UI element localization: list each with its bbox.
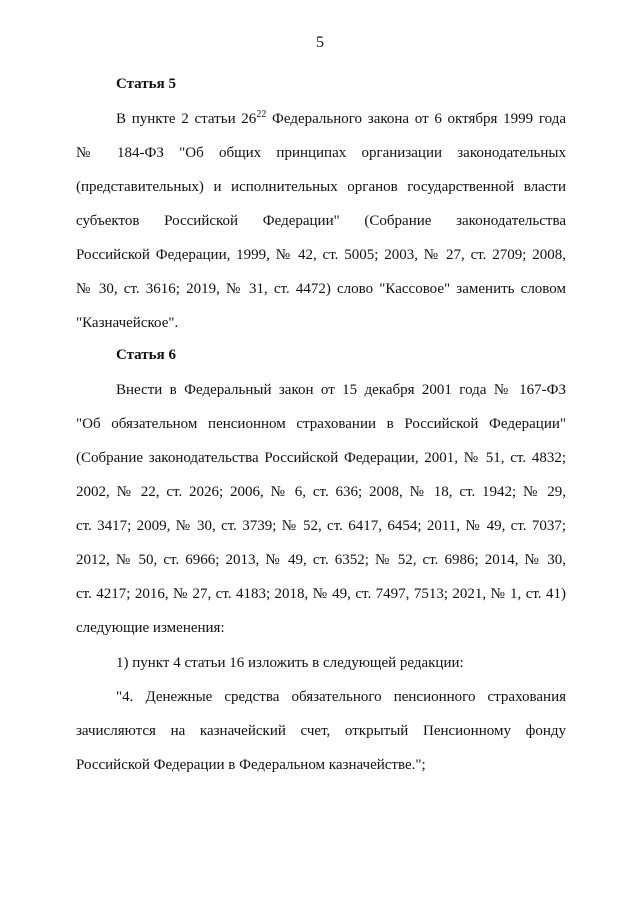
article-6-line-6: 2012, № 50, ст. 6966; 2013, № 49, ст. 6352; № 52, ст. 6986; 2014, № 30, [76, 552, 566, 568]
article-5-line-6: № 30, ст. 3616; 2019, № 31, ст. 4472) слово "Кассовое" заменить словом [76, 281, 566, 297]
article-6-line-8: следующие изменения: [76, 620, 225, 636]
article-6-line-7: ст. 4217; 2016, № 27, ст. 4183; 2018, № 49, ст. 7497, 7513; 2021, № 1, ст. 41) [76, 586, 566, 602]
article-5-paragraph [76, 109, 566, 347]
article-5-line-1-post: Федерального закона от 6 октября 1999 года [266, 111, 567, 127]
article-6-item-1-text: 1) пункт 4 статьи 16 изложить в следующей редакции: [116, 655, 464, 671]
article-6-heading: Статья 6 [116, 347, 176, 363]
article-6-paragraph [76, 380, 566, 652]
article-5-line-4: субъектов Российской Федерации" (Собрание законодательства [76, 213, 566, 229]
article-5-line-1-pre: В пункте 2 статьи 26 [116, 111, 257, 127]
article-5-line-3: (представительных) и исполнительных органов государственной власти [76, 179, 566, 195]
article-6-quote-line-1: "4. Денежные средства обязательного пенсионного страхования [116, 689, 566, 705]
article-6-quote-line-3: Российской Федерации в Федеральном казначействе."; [76, 757, 426, 773]
article-6-quote-line-2: зачисляются на казначейский счет, открытый Пенсионному фонду [76, 723, 566, 739]
page-number: 5 [316, 34, 324, 51]
article-5-line-1-sup: 22 [256, 109, 267, 120]
article-6-line-2: "Об обязательном пенсионном страховании в Российской Федерации" [76, 416, 566, 432]
article-6-item-1 [76, 653, 566, 687]
article-5-line-2: № 184-ФЗ "Об общих принципах организации законодательных [76, 145, 566, 161]
article-6-line-1: Внести в Федеральный закон от 15 декабря 2001 года № 167-ФЗ [116, 382, 566, 398]
article-5-line-7: "Казначейское". [76, 315, 179, 331]
article-5-line-1 [76, 109, 566, 143]
article-6-line-4: 2002, № 22, ст. 2026; 2006, № 6, ст. 636; 2008, № 18, ст. 1942; № 29, [76, 484, 566, 500]
article-6-quote [76, 687, 566, 789]
article-5-line-5: Российской Федерации, 1999, № 42, ст. 5005; 2003, № 27, ст. 2709; 2008, [76, 247, 566, 263]
article-6-line-3: (Собрание законодательства Российской Федерации, 2001, № 51, ст. 4832; [76, 450, 566, 466]
article-6-line-5: ст. 3417; 2009, № 30, ст. 3739; № 52, ст. 6417, 6454; 2011, № 49, ст. 7037; [76, 518, 566, 534]
article-5-heading: Статья 5 [116, 76, 176, 92]
